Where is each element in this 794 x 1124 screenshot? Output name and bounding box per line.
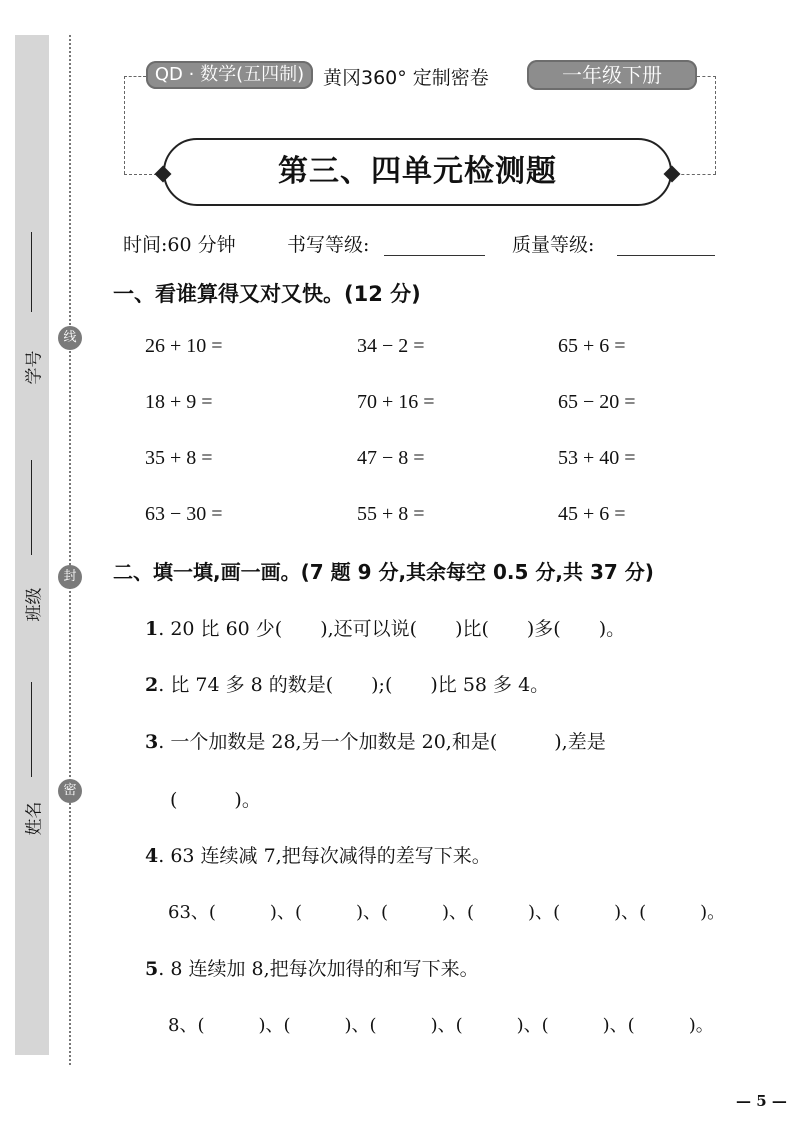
question-1 — [145, 614, 625, 641]
section2-heading: 二、填一填,画一画。(7 题 9 分,其余每空 0.5 分,共 37 分) — [113, 560, 654, 584]
header-connector — [697, 76, 716, 77]
quality-grade-blank[interactable] — [617, 255, 715, 256]
seal-line-badge: 线 — [58, 326, 82, 350]
time-label: 时间:60 分钟 — [123, 234, 236, 256]
calc-item: 18 + 9 = — [145, 391, 213, 413]
page-title: 第三、四单元检测题 — [278, 154, 557, 189]
seal-seal-badge: 封 — [58, 565, 82, 589]
calc-item: 34 − 2 = — [357, 335, 425, 357]
quality-grade-label: 质量等级: — [512, 234, 595, 256]
question-number: 5 — [145, 958, 159, 980]
brand-text: 黄冈360° 定制密卷 — [323, 67, 489, 89]
page-number: — 5 — — [736, 1092, 787, 1110]
header-connector — [715, 76, 716, 174]
calc-item: 47 − 8 = — [357, 447, 425, 469]
calc-item: 65 + 6 = — [558, 335, 626, 357]
header-connector — [124, 76, 146, 77]
question-text: . 20 比 60 少( ),还可以说( )比( )多( )。 — [158, 618, 626, 640]
student-id-label: 学号 — [24, 350, 45, 385]
question-number: 3 — [145, 731, 159, 753]
question-text: . 比 74 多 8 的数是( );( )比 58 多 4。 — [158, 674, 550, 696]
seal-secret-badge: 密 — [58, 779, 82, 803]
writing-grade-label: 书写等级: — [287, 234, 370, 256]
name-label: 姓名 — [24, 801, 45, 836]
calc-item: 35 + 8 = — [145, 447, 213, 469]
calc-item: 65 − 20 = — [558, 391, 636, 413]
class-line — [31, 460, 32, 555]
question-4 — [145, 841, 491, 868]
name-line — [31, 682, 32, 777]
section1-heading: 一、看谁算得又对又快。(12 分) — [113, 282, 421, 306]
class-label: 班级 — [24, 587, 45, 622]
calc-item: 63 − 30 = — [145, 503, 223, 525]
question-4-answer-row: 63、( )、( )、( )、( )、( )、( )。 — [168, 902, 726, 923]
question-text: . 63 连续减 7,把每次减得的差写下来。 — [158, 845, 491, 867]
calc-item: 70 + 16 = — [357, 391, 435, 413]
question-5-answer-row: 8、( )、( )、( )、( )、( )、( )。 — [168, 1015, 714, 1036]
question-3 — [145, 727, 606, 754]
question-5 — [145, 954, 479, 981]
grade-badge: 一年级下册 — [527, 60, 697, 90]
calc-item: 53 + 40 = — [558, 447, 636, 469]
calc-item: 26 + 10 = — [145, 335, 223, 357]
binding-strip — [15, 35, 49, 1055]
question-number: 4 — [145, 845, 159, 867]
question-number: 1 — [145, 618, 159, 640]
header-connector — [124, 76, 125, 174]
calc-item: 55 + 8 = — [357, 503, 425, 525]
cut-line — [69, 35, 71, 1065]
question-2 — [145, 670, 549, 697]
header-connector — [676, 174, 716, 175]
question-3-continuation: ( )。 — [170, 789, 261, 811]
writing-grade-blank[interactable] — [384, 255, 485, 256]
series-badge: QD · 数学(五四制) — [146, 61, 313, 89]
question-text: . 一个加数是 28,另一个加数是 20,和是( ),差是 — [158, 731, 606, 753]
student-id-line — [31, 232, 32, 312]
question-number: 2 — [145, 674, 159, 696]
calc-item: 45 + 6 = — [558, 503, 626, 525]
question-text: . 8 连续加 8,把每次加得的和写下来。 — [158, 958, 479, 980]
